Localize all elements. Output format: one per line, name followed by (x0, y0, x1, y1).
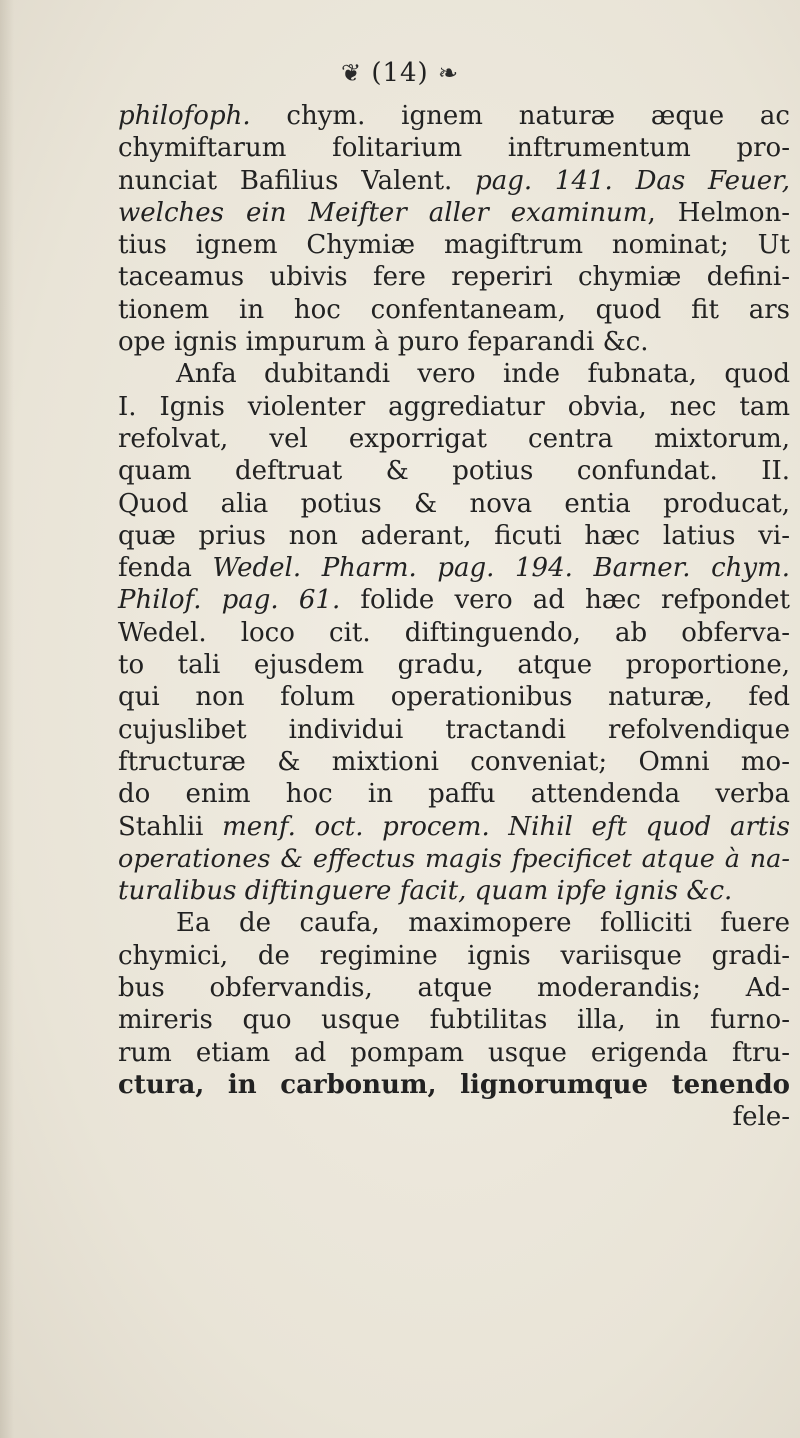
roman-text: quæ prius non aderant, ficuti hæc latius vi- (118, 520, 790, 551)
roman-text: chym. ignem naturæ æque ac (250, 101, 790, 131)
roman-text: Stahlii (118, 811, 223, 842)
roman-text: Anfa dubitandi vero inde fubnata, quod (176, 359, 790, 390)
text-line (118, 972, 790, 1004)
italic-text: Wedel. Pharm. pag. 194. Barner. chym. (212, 553, 791, 584)
roman-text: tionem in hoc confentaneam, quod fit ars (118, 294, 790, 325)
italic-text: turalibus diftinguere facit, quam ipfe ignis &c. (118, 876, 733, 907)
roman-text: ope ignis impurum à puro feparandi &c. (118, 327, 649, 358)
roman-text: ftructuræ & mixtioni conveniat; Omni mo- (118, 746, 790, 777)
roman-text: cujuslibet individui tractandi refolvendique (118, 714, 790, 745)
text-line (118, 1101, 790, 1133)
roman-text: I. Ignis violenter aggrediatur obvia, nec tam (118, 391, 790, 422)
text-line (118, 165, 790, 197)
text-line (118, 552, 790, 584)
text-line (118, 294, 790, 326)
text-line (118, 778, 790, 810)
page-header (0, 58, 800, 88)
text-line (118, 843, 790, 875)
text-line (118, 1004, 790, 1036)
roman-text: chymiftarum folitarium inftrumentum pro- (118, 133, 790, 164)
right-ornament-icon: ❧ (437, 59, 460, 87)
text-line (118, 907, 790, 939)
text-line (118, 649, 790, 681)
roman-text: folide vero ad hæc refpondet (340, 585, 790, 616)
roman-text: , Helmon- (647, 197, 790, 228)
text-line (118, 261, 790, 293)
italic-text: welches ein Meifter aller examinum (118, 197, 648, 228)
page-number: (14) (371, 58, 429, 88)
italic-text: pag. 141. Das Feuer, (475, 165, 791, 196)
text-line (118, 488, 790, 520)
text-line (118, 714, 790, 746)
roman-text: mireris quo usque fubtilitas illa, in furno- (118, 1005, 790, 1036)
roman-text: refolvat, vel exporrigat centra mixtorum, (118, 423, 790, 454)
roman-text: fele- (732, 1102, 790, 1133)
text-line (118, 811, 790, 843)
text-line (118, 455, 790, 487)
roman-text: Ea de caufa, maximopere folliciti fuere (176, 908, 790, 939)
text-line (118, 746, 790, 778)
text-line (118, 875, 790, 907)
text-line (118, 681, 790, 713)
left-ornament-icon: ❦ (340, 59, 363, 87)
text-line (118, 391, 790, 423)
roman-text: tius ignem Chymiæ magiftrum nominat; Ut (118, 230, 790, 261)
body-text (118, 100, 790, 1134)
text-line (118, 1037, 790, 1069)
roman-text: quam deftruat & potius confundat. II. (118, 456, 790, 487)
roman-text: fenda (118, 553, 213, 584)
text-line (118, 940, 790, 972)
roman-text: Quod alia potius & nova entia producat, (118, 488, 790, 519)
roman-text: Wedel. loco cit. diftinguendo, ab obferva- (118, 617, 790, 648)
roman-text: rum etiam ad pompam usque erigenda ftru- (118, 1037, 790, 1068)
text-line (118, 229, 790, 261)
text-line (118, 1069, 790, 1101)
text-line (118, 584, 790, 616)
text-line (118, 617, 790, 649)
text-line (118, 197, 790, 229)
roman-text: bus obfervandis, atque moderandis; Ad- (118, 973, 790, 1004)
roman-text: ctura, in carbonum, lignorumque tenendo (118, 1069, 790, 1100)
text-line (118, 358, 790, 390)
roman-text: do enim hoc in paffu attendenda verba (118, 779, 790, 810)
italic-text: operationes & effectus magis fpecificet atque à na- (118, 843, 790, 874)
roman-text: to tali ejusdem gradu, atque proportione, (118, 650, 790, 681)
text-line (118, 326, 790, 358)
text-line (118, 100, 790, 132)
roman-text: nunciat Bafilius Valent. (118, 165, 476, 196)
italic-text: philofoph. (118, 101, 251, 131)
text-line (118, 423, 790, 455)
text-line (118, 132, 790, 164)
roman-text: chymici, de regimine ignis variisque gradi- (118, 940, 790, 971)
italic-text: menf. oct. procem. Nihil eft quod artis (222, 811, 790, 842)
text-line (118, 520, 790, 552)
italic-text: Philof. pag. 61. (118, 585, 341, 616)
page-edge-shadow (0, 0, 14, 1438)
roman-text: taceamus ubivis fere reperiri chymiæ defini- (118, 262, 790, 293)
roman-text: qui non folum operationibus naturæ, fed (118, 682, 790, 713)
